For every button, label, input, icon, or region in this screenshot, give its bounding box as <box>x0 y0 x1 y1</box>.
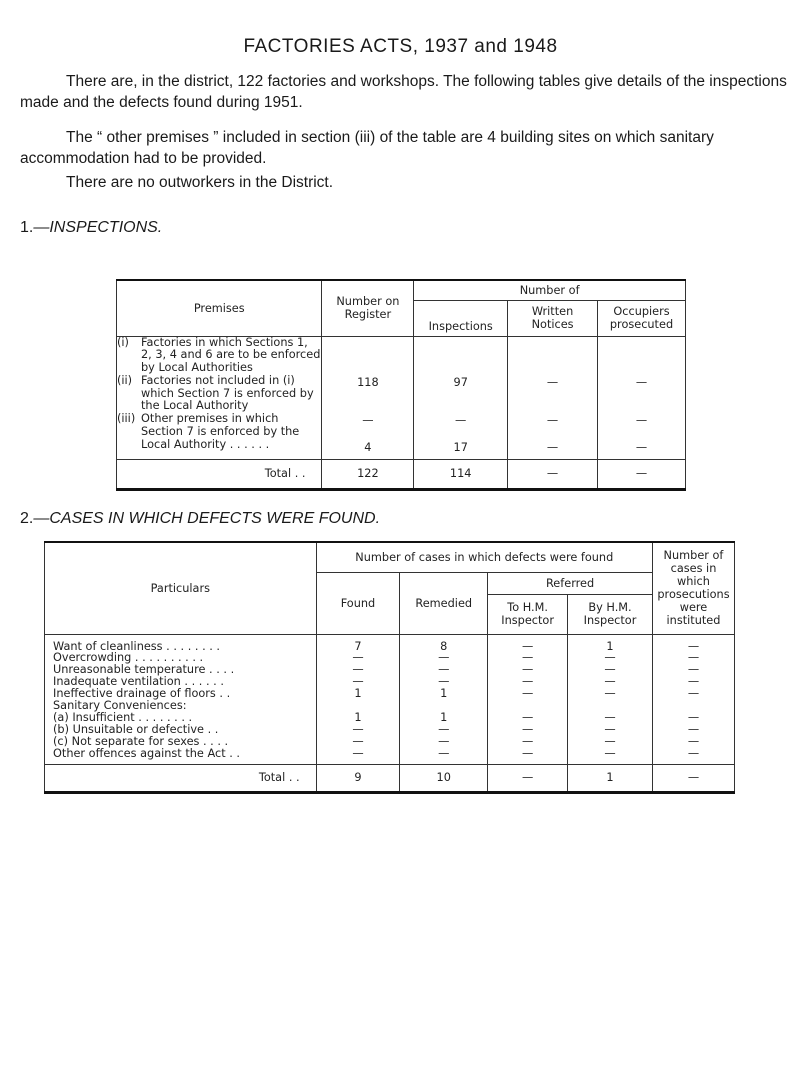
inspections-total-row <box>117 459 686 489</box>
header-premises: Premises <box>117 280 322 336</box>
header-particulars: Particulars <box>45 542 317 634</box>
header-to-hm-inspector: To H.M. Inspector <box>488 594 568 634</box>
defects-total-row <box>45 764 735 792</box>
total-notices: — <box>508 459 598 489</box>
total-inspections: 114 <box>414 459 508 489</box>
header-prosecutions: Number of cases in which prosecutions were instituted <box>652 542 734 634</box>
total-label: Total . . <box>117 459 322 489</box>
remedied-column: 8 — — — 1 1 — — — <box>400 634 488 764</box>
header-cases-group: Number of cases in which defects were found <box>316 542 652 572</box>
intro-paragraph-outworkers: There are no outworkers in the District. <box>66 174 334 191</box>
defects-table <box>44 541 735 794</box>
section-heading-inspections <box>20 219 162 237</box>
particular-row: (b) Unsuitable or defective . . <box>53 722 219 736</box>
inspections-value-1: 97 <box>453 375 468 389</box>
particular-row: Other offences against the Act . . <box>53 746 240 760</box>
prosecuted-value-1: — <box>635 375 648 389</box>
total-prosecuted: — <box>598 459 686 489</box>
total-remedied: 10 <box>400 764 488 792</box>
premises-row-3: (iii) Other premises in which Section 7 is enforced by the Local Authority . . . . . . <box>117 412 300 451</box>
to-hm-column: — — — — — — — — — <box>488 634 568 764</box>
section-number: 1. <box>20 219 34 236</box>
particular-row: Sanitary Conveniences: <box>53 699 187 713</box>
header-found: Found <box>316 572 400 634</box>
prosecuted-value-2: — <box>635 413 648 427</box>
section-heading-defects <box>20 510 380 528</box>
particular-row: Overcrowding . . . . . . . . . . <box>53 651 204 665</box>
notices-value-3: — <box>546 440 559 454</box>
register-value-1: 118 <box>357 375 379 389</box>
total-found: 9 <box>316 764 400 792</box>
prosecuted-column <box>598 336 686 459</box>
register-value-3: 4 <box>364 440 372 454</box>
found-column: 7 — — — 1 1 — — — <box>316 634 400 764</box>
particular-row: (c) Not separate for sexes . . . . <box>53 734 229 748</box>
header-written-notices: Written Notices <box>508 300 598 336</box>
total-by-hm: 1 <box>568 764 653 792</box>
premises-list <box>117 336 322 459</box>
section-title: —CASES IN WHICH DEFECTS WERE FOUND. <box>33 510 381 527</box>
particulars-column <box>45 634 317 764</box>
notices-column <box>508 336 598 459</box>
total-register: 122 <box>322 459 414 489</box>
header-referred: Referred <box>488 572 653 594</box>
header-by-hm-inspector: By H.M. Inspector <box>568 594 653 634</box>
header-number-on-register: Number on Register <box>322 280 414 336</box>
particular-row: Ineffective drainage of floors . . <box>53 687 231 701</box>
prosecuted-value-3: — <box>635 440 648 454</box>
intro-paragraph-other-premises: The “ other premises ” included in section (iii) of the table are 4 building sites on which sanitary accommodation had to be provided. <box>20 129 714 167</box>
notices-value-1: — <box>546 375 559 389</box>
inspections-value-2: — <box>455 413 467 427</box>
page-title: FACTORIES ACTS, 1937 and 1948 <box>243 36 558 57</box>
inspections-value-3: 17 <box>453 440 468 454</box>
particular-row: Want of cleanliness . . . . . . . . <box>53 639 221 653</box>
header-remedied: Remedied <box>400 572 488 634</box>
total-to-hm: — <box>488 764 568 792</box>
total-label: Total . . <box>45 764 317 792</box>
inspections-column <box>414 336 508 459</box>
inspections-table <box>116 279 686 491</box>
notices-value-2: — <box>546 413 559 427</box>
premises-row-1: (i) Factories in which Sections 1, 2, 3, 4 and 6 are to be enforced by Local Authorities <box>117 335 321 375</box>
register-column <box>322 336 414 459</box>
particular-row: (a) Insufficient . . . . . . . . <box>53 710 193 724</box>
by-hm-column: 1 — — — — — — — — <box>568 634 653 764</box>
premises-row-2: (ii) Factories not included in (i) which Section 7 is enforced by the Local Authority <box>117 373 314 413</box>
particular-row: Inadequate ventilation . . . . . . <box>53 675 224 689</box>
register-value-2: — <box>362 413 374 427</box>
prosecutions-column: — — — — — — — — — <box>652 634 734 764</box>
total-prosecutions: — <box>652 764 734 792</box>
particular-row: Unreasonable temperature . . . . <box>53 663 235 677</box>
header-inspections: Inspections <box>414 300 508 336</box>
section-title: —INSPECTIONS. <box>33 219 163 236</box>
header-number-of: Number of <box>414 280 686 300</box>
header-occupiers-prosecuted: Occupiers prosecuted <box>598 300 686 336</box>
intro-paragraph-factories: There are, in the district, 122 factories and workshops. The following tables give details of the inspections made and the defects found during 1951. <box>20 73 787 111</box>
section-number: 2. <box>20 510 34 527</box>
